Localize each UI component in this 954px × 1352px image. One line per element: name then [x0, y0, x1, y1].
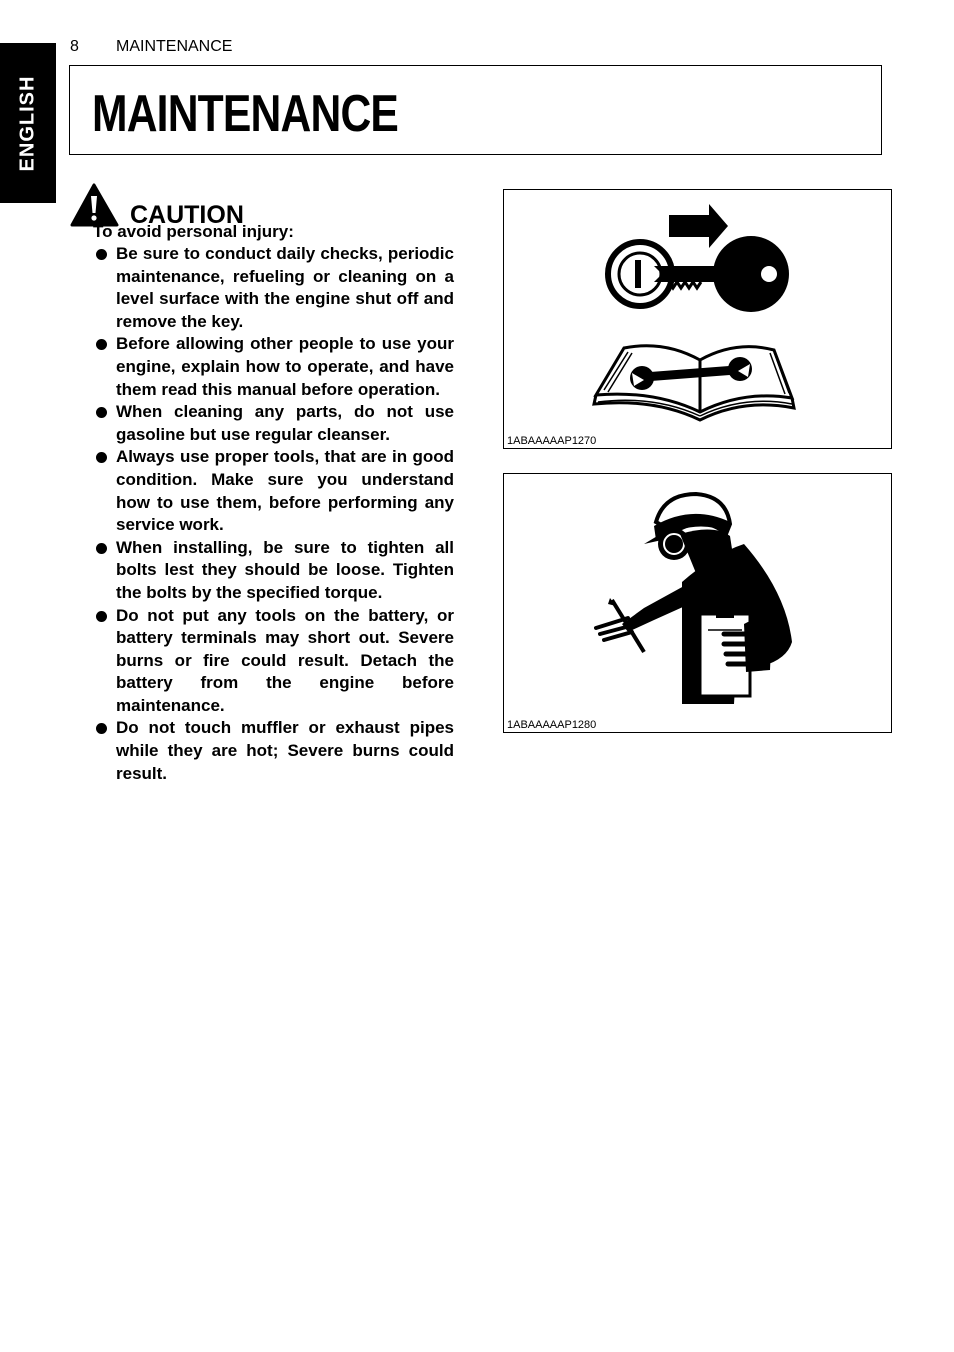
caution-item: Do not touch muffler or exhaust pipes while they are hot; Severe burns could result. — [94, 717, 454, 785]
caution-item: Be sure to conduct daily checks, periodic maintenance, refueling or cleaning on a level surface with the engine shut off and remove the key. — [94, 243, 454, 333]
section-name: MAINTENANCE — [116, 38, 233, 55]
caution-item: Do not put any tools on the battery, or battery terminals may short out. Severe burns or fire could result. Detach the battery from the engine before maintenance. — [94, 605, 454, 718]
title-box — [69, 65, 882, 155]
technician-illustration — [504, 474, 891, 732]
key-and-manual-illustration — [504, 190, 891, 448]
caution-item: Always use proper tools, that are in good condition. Make sure you understand how to use them, before performing any service work. — [94, 446, 454, 536]
running-header — [70, 38, 232, 56]
caution-label: CAUTION — [130, 201, 244, 229]
caution-list — [94, 243, 454, 785]
caution-item: Before allowing other people to use your engine, explain how to operate, and have them read this manual before operation. — [94, 333, 454, 401]
caution-item: When installing, be sure to tighten all bolts lest they should be loose. Tighten the bolts by the specified torque. — [94, 537, 454, 605]
arrow-right-icon — [669, 204, 728, 248]
language-tab — [0, 43, 56, 203]
figure-key-and-manual — [503, 189, 892, 449]
language-tab-label: ENGLISH — [16, 75, 39, 171]
page-title: MAINTENANCE — [92, 85, 399, 143]
caution-intro: To avoid personal injury: — [93, 222, 294, 241]
page-number: 8 — [70, 38, 79, 55]
key-icon — [654, 236, 789, 312]
figure-code: 1ABAAAAAP1280 — [507, 719, 597, 731]
figure-code: 1ABAAAAAP1270 — [507, 435, 597, 447]
figure-technician — [503, 473, 892, 733]
warning-triangle-icon — [70, 183, 120, 227]
caution-item: When cleaning any parts, do not use gasoline but use regular cleanser. — [94, 401, 454, 446]
manual-book-icon — [594, 346, 794, 420]
